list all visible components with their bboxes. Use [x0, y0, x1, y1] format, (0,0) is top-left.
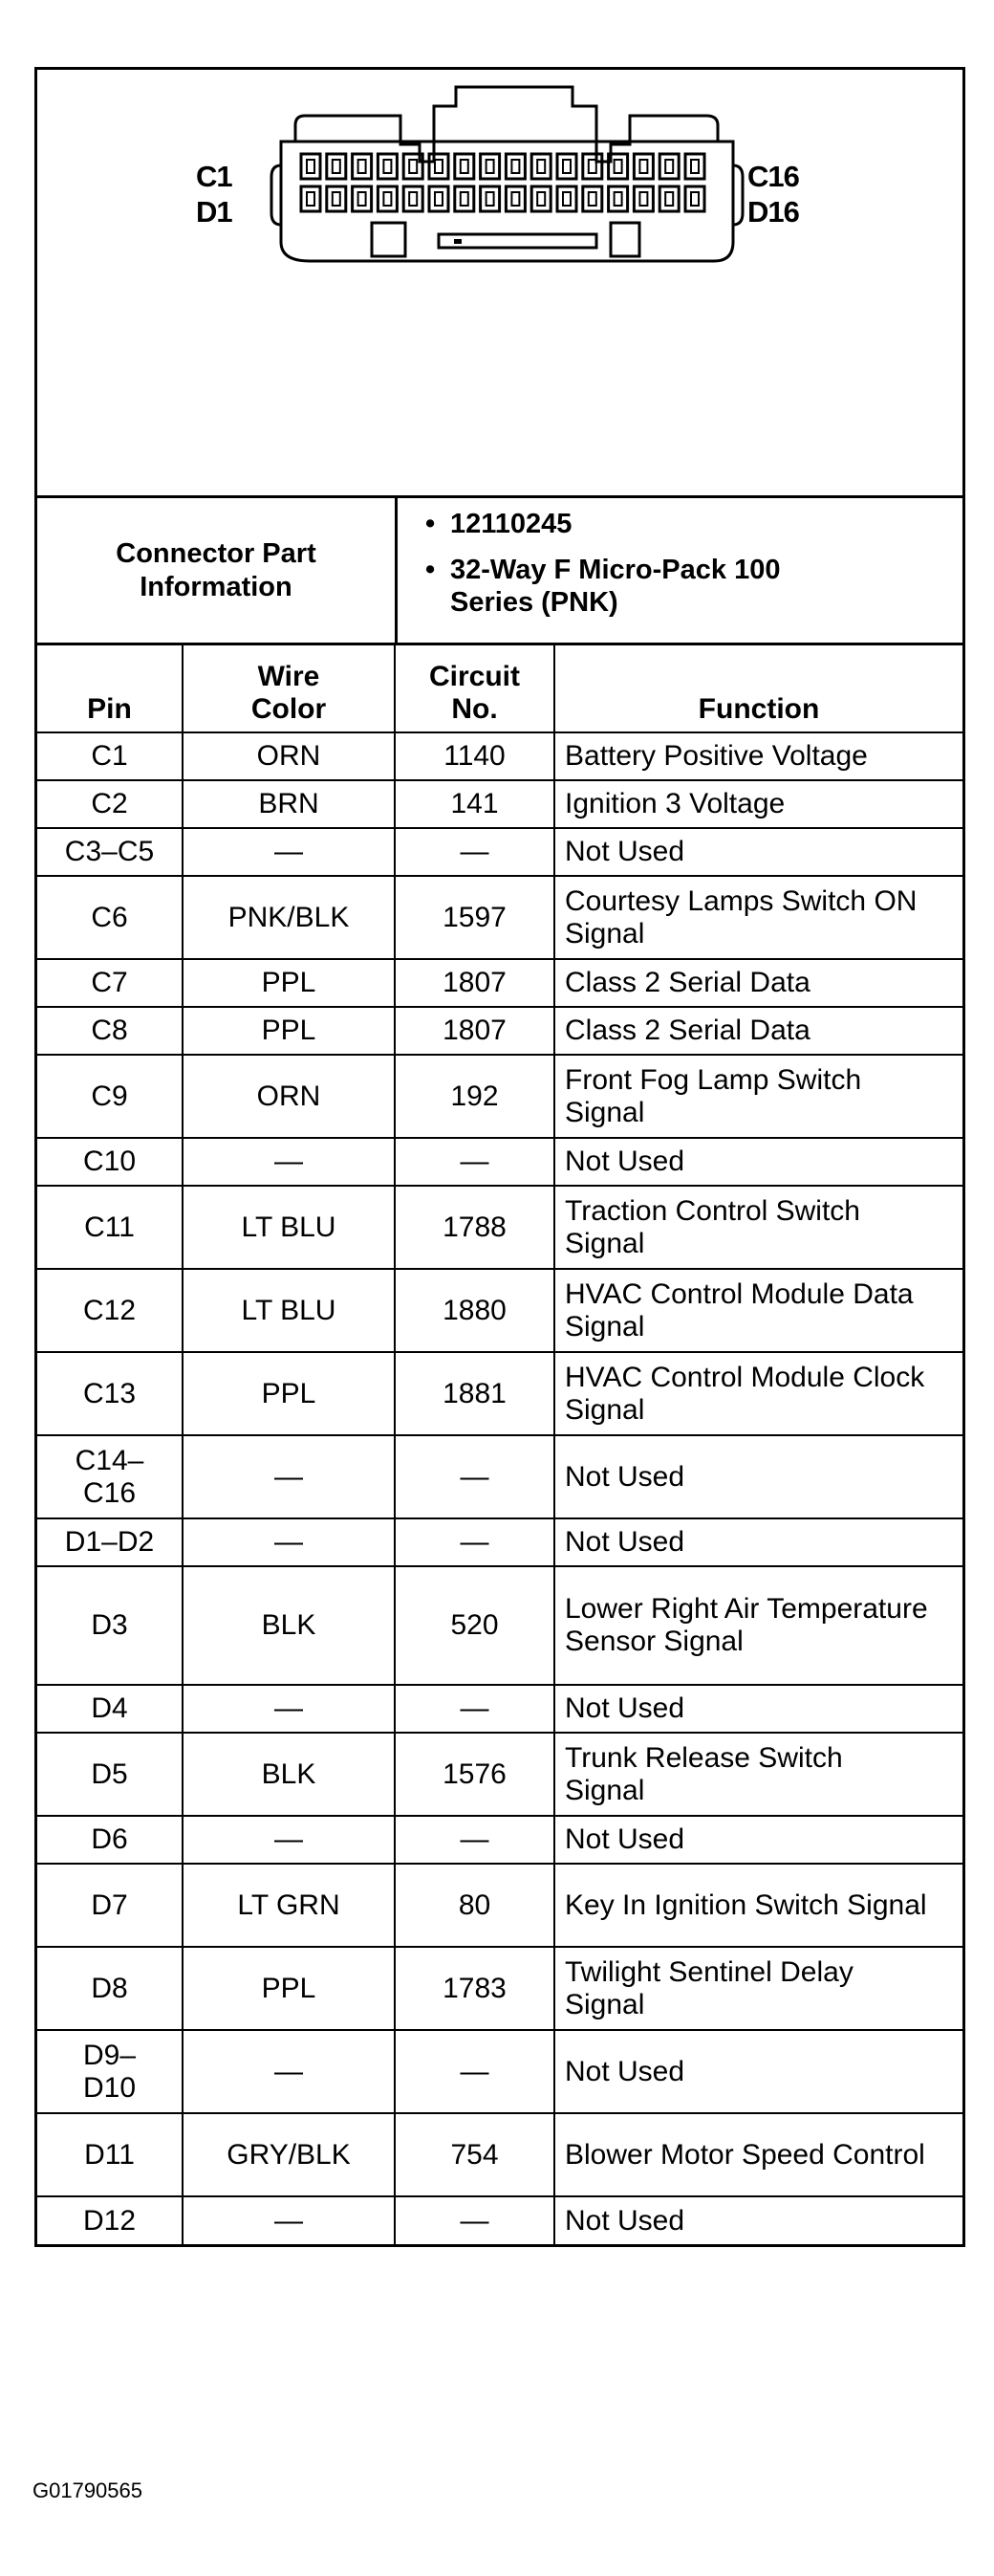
cell-pin: D6 — [37, 1816, 183, 1864]
cavity-c14 — [634, 154, 653, 179]
cell-function — [554, 1733, 962, 1816]
terminal — [537, 160, 545, 173]
cavity-d3 — [353, 186, 372, 211]
cell-wire-color: LT BLU — [183, 1186, 395, 1269]
cell-circuit-no: 141 — [395, 780, 554, 828]
cell-wire-color: PPL — [183, 1007, 395, 1055]
terminal — [486, 160, 494, 173]
terminal — [665, 192, 673, 206]
cavity-d14 — [634, 186, 653, 211]
pin-label-c16: C16 — [747, 160, 799, 193]
cell-function — [554, 1566, 962, 1685]
cell-function — [554, 1269, 962, 1352]
pinout-table — [37, 645, 962, 2244]
cell-wire-color: PNK/BLK — [183, 876, 395, 959]
cell-circuit-no: 1140 — [395, 732, 554, 780]
cell-wire-color: BRN — [183, 780, 395, 828]
cell-pin: C1 — [37, 732, 183, 780]
cavity-d4 — [378, 186, 397, 211]
connector-part-information-list — [398, 498, 962, 643]
terminal — [563, 160, 571, 173]
cell-function — [554, 1518, 962, 1566]
cell-circuit-no: — — [395, 1816, 554, 1864]
terminal — [615, 160, 622, 173]
cell-pin: C10 — [37, 1138, 183, 1186]
table-row — [37, 1269, 962, 1352]
cell-pin: C11 — [37, 1186, 183, 1269]
terminal — [358, 160, 366, 173]
cavity-c4 — [378, 154, 397, 179]
cell-pin: C13 — [37, 1352, 183, 1435]
terminal — [435, 192, 443, 206]
cell-function-text: Traction Control Switch Signal — [565, 1194, 860, 1259]
connector-part-information — [37, 498, 962, 645]
cell-function — [554, 1007, 962, 1055]
cell-wire-color: PPL — [183, 1352, 395, 1435]
table-row — [37, 876, 962, 959]
cell-circuit-no: 1880 — [395, 1269, 554, 1352]
cell-pin-text: C14–C16 — [75, 1444, 144, 1509]
connector-description: • 32-Way F Micro-Pack 100 Series (PNK) — [450, 554, 852, 619]
pinout-rows — [37, 732, 962, 2244]
key-post-right — [611, 223, 639, 256]
header-pin: Pin — [37, 645, 183, 732]
cell-circuit-no: 1807 — [395, 1007, 554, 1055]
cavity-d2 — [327, 186, 346, 211]
terminal — [589, 192, 596, 206]
cell-circuit-no: — — [395, 1685, 554, 1733]
cavity-d5 — [403, 186, 422, 211]
cavity-c15 — [659, 154, 679, 179]
cell-wire-color: ORN — [183, 732, 395, 780]
cell-function — [554, 1435, 962, 1518]
cavity-c11 — [557, 154, 576, 179]
table-row — [37, 2030, 962, 2113]
cell-circuit-no: — — [395, 1138, 554, 1186]
cell-function-text: Courtesy Lamps Switch ON Signal — [565, 884, 918, 950]
cell-wire-color: — — [183, 1435, 395, 1518]
cell-pin: D7 — [37, 1864, 183, 1947]
cell-wire-color: BLK — [183, 1733, 395, 1816]
cell-function-text: Not Used — [565, 1460, 685, 1493]
cell-function — [554, 1947, 962, 2030]
terminal — [461, 160, 468, 173]
slot-mark — [454, 239, 462, 244]
cell-function-text: Not Used — [565, 1692, 685, 1724]
cell-wire-color: — — [183, 828, 395, 876]
cavity-d12 — [583, 186, 602, 211]
part-number: • 12110245 — [450, 508, 962, 540]
cell-function-text: Trunk Release Switch Signal — [565, 1741, 843, 1806]
cell-function-text: Not Used — [565, 1146, 685, 1177]
cell-function-text: Key In Ignition Switch Signal — [565, 1888, 927, 1921]
cell-function — [554, 1138, 962, 1186]
cell-wire-color: LT GRN — [183, 1864, 395, 1947]
table-row — [37, 1864, 962, 1947]
terminal — [383, 160, 391, 173]
terminal — [307, 160, 314, 173]
cavity-c1 — [301, 154, 320, 179]
table-row — [37, 732, 962, 780]
table-row — [37, 1186, 962, 1269]
cell-pin: C12 — [37, 1269, 183, 1352]
cavity-c10 — [531, 154, 551, 179]
cell-function-text: Not Used — [565, 836, 685, 867]
table-row — [37, 1055, 962, 1138]
cell-circuit-no: 1576 — [395, 1733, 554, 1816]
cavity-d15 — [659, 186, 679, 211]
terminal — [383, 192, 391, 206]
cavity-c3 — [353, 154, 372, 179]
cavity-d10 — [531, 186, 551, 211]
connector-part-information-title: Connector Part Information — [37, 498, 398, 643]
connector-housing-top — [295, 87, 718, 162]
table-row — [37, 1352, 962, 1435]
table-row — [37, 1816, 962, 1864]
cell-function — [554, 732, 962, 780]
cavity-d1 — [301, 186, 320, 211]
terminal — [409, 192, 417, 206]
cell-wire-color: — — [183, 1518, 395, 1566]
cell-function-text: Ignition 3 Voltage — [565, 788, 786, 819]
cell-function-text: HVAC Control Module Clock Signal — [565, 1361, 925, 1426]
cell-circuit-no: 1783 — [395, 1947, 554, 2030]
table-row — [37, 2113, 962, 2196]
cavity-c9 — [506, 154, 525, 179]
terminal — [563, 192, 571, 206]
cell-circuit-no: 1881 — [395, 1352, 554, 1435]
cell-function-text: Front Fog Lamp Switch Signal — [565, 1063, 862, 1128]
cell-wire-color: GRY/BLK — [183, 2113, 395, 2196]
cell-function — [554, 2113, 962, 2196]
cell-circuit-no: — — [395, 1435, 554, 1518]
table-row — [37, 1685, 962, 1733]
terminal — [665, 160, 673, 173]
cell-circuit-no: 80 — [395, 1864, 554, 1947]
cell-function — [554, 1864, 962, 1947]
cell-wire-color: PPL — [183, 959, 395, 1007]
figure-id: G01790565 — [32, 2478, 142, 2502]
cell-function-text: Twilight Sentinel Delay Signal — [565, 1955, 854, 2020]
cell-pin-text: D9–D10 — [82, 2039, 137, 2104]
cell-pin: C8 — [37, 1007, 183, 1055]
cell-wire-color: BLK — [183, 1566, 395, 1685]
terminal — [435, 160, 443, 173]
cell-circuit-no: 1807 — [395, 959, 554, 1007]
terminal — [511, 192, 519, 206]
cell-circuit-no: — — [395, 828, 554, 876]
cavity-c8 — [481, 154, 500, 179]
cell-pin — [37, 1435, 183, 1518]
pin-label-d16: D16 — [747, 195, 799, 229]
cell-function — [554, 828, 962, 876]
cell-function — [554, 959, 962, 1007]
cell-function-text: Lower Right Air Temperature Sensor Signal — [565, 1593, 928, 1657]
cell-circuit-no: — — [395, 1518, 554, 1566]
terminal — [615, 192, 622, 206]
cell-pin — [37, 2030, 183, 2113]
terminal — [461, 192, 468, 206]
cell-function-text: HVAC Control Module Data Signal — [565, 1277, 914, 1343]
cell-wire-color: ORN — [183, 1055, 395, 1138]
cell-function-text: Not Used — [565, 2204, 685, 2237]
cell-function-text: Not Used — [565, 1526, 685, 1558]
cell-function — [554, 1685, 962, 1733]
header-function: Function — [554, 645, 962, 732]
cell-wire-color: — — [183, 2030, 395, 2113]
cavity-d13 — [609, 186, 628, 211]
table-row — [37, 828, 962, 876]
cavity-d7 — [455, 186, 474, 211]
cell-pin: D11 — [37, 2113, 183, 2196]
cell-function — [554, 1352, 962, 1435]
cell-pin: C3–C5 — [37, 828, 183, 876]
cell-circuit-no: — — [395, 2196, 554, 2244]
cavity-d9 — [506, 186, 525, 211]
terminal — [409, 160, 417, 173]
key-post-left — [372, 223, 405, 256]
cavity-c16 — [685, 154, 704, 179]
cell-pin: C9 — [37, 1055, 183, 1138]
cell-pin: C2 — [37, 780, 183, 828]
connector-pinout-sheet — [34, 67, 965, 2247]
cell-circuit-no: 1597 — [395, 876, 554, 959]
table-row — [37, 1947, 962, 2030]
cell-function — [554, 780, 962, 828]
header-wire-color: Wire Color — [183, 645, 395, 732]
table-row — [37, 2196, 962, 2244]
terminal — [358, 192, 366, 206]
terminal — [307, 192, 314, 206]
header-circuit-no: Circuit No. — [395, 645, 554, 732]
cell-pin: D5 — [37, 1733, 183, 1816]
cavity-d6 — [429, 186, 448, 211]
connector-face-diagram — [37, 70, 962, 498]
cavity-d11 — [557, 186, 576, 211]
terminal — [511, 160, 519, 173]
pin-label-d1: D1 — [196, 195, 232, 229]
cell-circuit-no: 754 — [395, 2113, 554, 2196]
cell-function-text: Class 2 Serial Data — [565, 967, 810, 998]
cell-function-text: Not Used — [565, 1823, 685, 1855]
cell-circuit-no: 1788 — [395, 1186, 554, 1269]
table-row — [37, 1007, 962, 1055]
cell-wire-color: — — [183, 2196, 395, 2244]
cell-pin: D8 — [37, 1947, 183, 2030]
cell-function — [554, 2030, 962, 2113]
cell-wire-color: — — [183, 1685, 395, 1733]
cell-pin: D1–D2 — [37, 1518, 183, 1566]
cell-function-text: Not Used — [565, 2055, 685, 2087]
table-row — [37, 1566, 962, 1685]
terminal — [691, 192, 699, 206]
table-row — [37, 1138, 962, 1186]
table-row — [37, 1518, 962, 1566]
polarizing-slot — [439, 234, 596, 248]
cell-wire-color: LT BLU — [183, 1269, 395, 1352]
cell-pin: C6 — [37, 876, 183, 959]
cell-function — [554, 2196, 962, 2244]
cell-circuit-no: 520 — [395, 1566, 554, 1685]
cell-pin: C7 — [37, 959, 183, 1007]
table-row — [37, 1733, 962, 1816]
cavity-c7 — [455, 154, 474, 179]
cell-function — [554, 1186, 962, 1269]
connector-drawing — [37, 70, 962, 495]
table-row — [37, 780, 962, 828]
terminal — [333, 192, 340, 206]
terminal — [333, 160, 340, 173]
table-header-row — [37, 645, 962, 732]
terminal — [691, 160, 699, 173]
table-row — [37, 1435, 962, 1518]
cell-function — [554, 1816, 962, 1864]
cell-function-text: Blower Motor Speed Control — [565, 2138, 925, 2171]
cell-pin: D3 — [37, 1566, 183, 1685]
cavity-c12 — [583, 154, 602, 179]
cell-function-text: Class 2 Serial Data — [565, 1015, 810, 1046]
pin-label-c1: C1 — [196, 160, 232, 193]
cavity-c6 — [429, 154, 448, 179]
terminal — [639, 192, 647, 206]
cell-wire-color: — — [183, 1138, 395, 1186]
cell-wire-color: PPL — [183, 1947, 395, 2030]
cavity-d8 — [481, 186, 500, 211]
terminal — [537, 192, 545, 206]
cell-pin: D4 — [37, 1685, 183, 1733]
cavity-d16 — [685, 186, 704, 211]
terminal — [639, 160, 647, 173]
cell-pin: D12 — [37, 2196, 183, 2244]
cavity-c2 — [327, 154, 346, 179]
cell-function-text: Battery Positive Voltage — [565, 740, 868, 772]
cell-function — [554, 1055, 962, 1138]
cell-function — [554, 876, 962, 959]
terminal — [486, 192, 494, 206]
cell-circuit-no: — — [395, 2030, 554, 2113]
cell-circuit-no: 192 — [395, 1055, 554, 1138]
cell-wire-color: — — [183, 1816, 395, 1864]
table-row — [37, 959, 962, 1007]
